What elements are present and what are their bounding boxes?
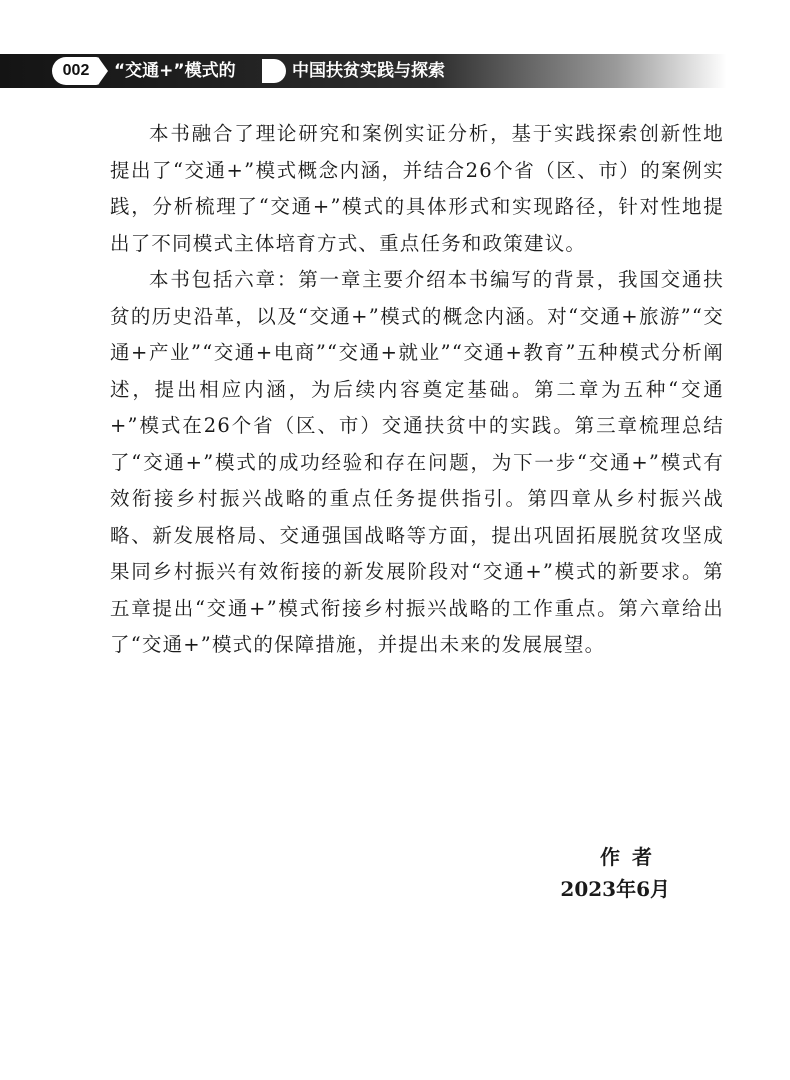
body-text bbox=[110, 116, 724, 664]
page-badge-arrow bbox=[98, 57, 108, 85]
title-divider-chip bbox=[262, 59, 286, 83]
running-header bbox=[0, 54, 790, 88]
signature-block bbox=[560, 842, 670, 906]
page-number: 002 bbox=[52, 57, 100, 85]
paragraph-2: 本书包括六章：第一章主要介绍本书编写的背景，我国交通扶贫的历史沿革，以及“交通+”模式的概念内涵。对“交通+旅游”“交通+产业”“交通+电商”“交通+就业”“交通+教育”五种模式分析阐述，提出相应内涵，为后续内容奠定基础。第二章为五种“交通+”模式在26个省（区、市）交通扶贫中的实践。第三章梳理总结了“交通+”模式的成功经验和存在问题，为下一步“交通+”模式有效衔接乡村振兴战略的重点任务提供指引。第四章从乡村振兴战略、新发展格局、交通强国战略等方面，提出巩固拓展脱贫攻坚成果同乡村振兴有效衔接的新发展阶段对“交通+”模式的新要求。第五章提出“交通+”模式衔接乡村振兴战略的工作重点。第六章给出了“交通+”模式的保障措施，并提出未来的发展展望。 bbox=[110, 268, 724, 656]
book-title-part1: “交通+”模式的 bbox=[114, 61, 236, 81]
signature-date: 2023年6月 bbox=[560, 877, 670, 901]
book-title-part2: 中国扶贫实践与探索 bbox=[292, 61, 445, 81]
paragraph-1: 本书融合了理论研究和案例实证分析，基于实践探索创新性地提出了“交通+”模式概念内涵，并结合26个省（区、市）的案例实践，分析梳理了“交通+”模式的具体形式和实现路径，针对性地提出了不同模式主体培育方式、重点任务和政策建议。 bbox=[110, 122, 724, 255]
signature-author: 作者 bbox=[600, 845, 664, 869]
